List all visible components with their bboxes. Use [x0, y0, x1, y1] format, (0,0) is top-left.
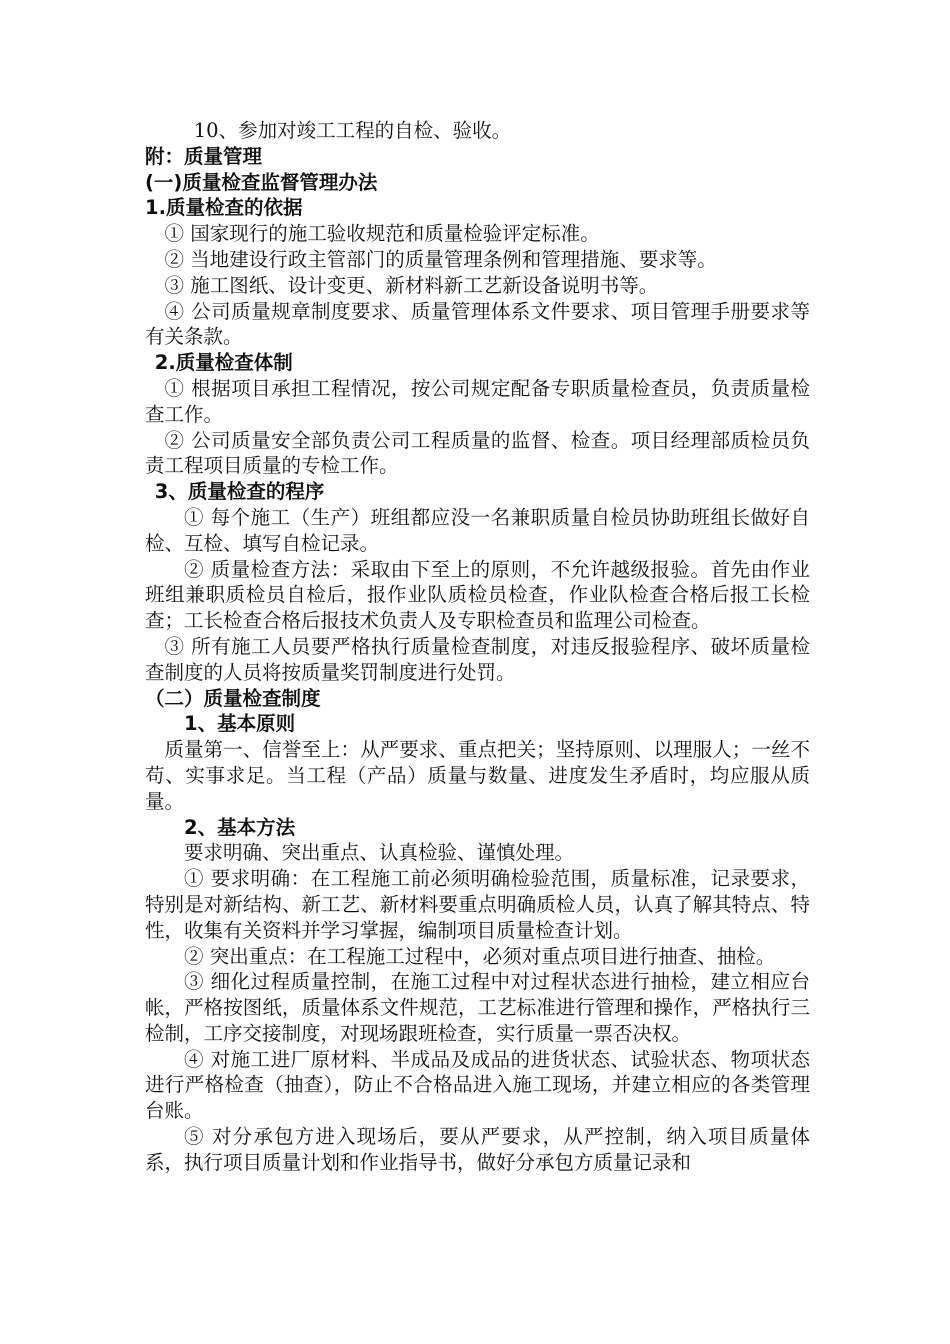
subsection-2-heading: 2.质量检查体制 — [154, 351, 293, 375]
method-summary: 要求明确、突出重点、认真检验、谨慎处理。 — [184, 841, 575, 865]
section-1-heading: (一)质量检查监督管理办法 — [145, 170, 378, 194]
method-item-1: ① 要求明确：在工程施工前必须明确检验范围，质量标准，记录要求，特别是对新结构、新工艺、新材料要重点明确质检人员，认真了解其特点、特性，收集有关资料并学习掌握，编制项目质量检查计划。 — [145, 867, 810, 942]
item-10-line: 10、参加对竣工工程的自检、验收。 — [193, 119, 512, 142]
section-2-heading: （二）质量检查制度 — [145, 686, 321, 710]
method-item-2: ② 突出重点：在工程施工过程中，必须对重点项目进行抽查、抽检。 — [184, 944, 776, 968]
method-heading: 2、基本方法 — [184, 815, 296, 839]
procedure-item-3: ③ 所有施工人员要严格执行质量检查制度，对违反报验程序、破坏质量检查制度的人员将按质量奖罚制度进行处罚。 — [145, 634, 810, 684]
basis-item-2: ② 当地建设行政主管部门的质量管理条例和管理措施、要求等。 — [164, 247, 717, 271]
subsection-1-heading: 1.质量检查的依据 — [145, 196, 303, 220]
appendix-heading: 附：质量管理 — [145, 144, 263, 168]
basis-item-4: ④ 公司质量规章制度要求、质量管理体系文件要求、项目管理手册要求等有关条款。 — [145, 299, 810, 349]
document-page — [145, 118, 810, 1176]
method-item-5: ⑤ 对分承包方进入现场后，要从严要求，从严控制，纳入项目质量体系，执行项目质量计划和作业指导书，做好分承包方质量记录和 — [145, 1125, 810, 1174]
principle-heading: 1、基本原则 — [184, 712, 296, 736]
procedure-item-2: ② 质量检查方法：采取由下至上的原则，不允许越级报验。首先由作业班组兼职质检员自检后，报作业队质检员检查，作业队检查合格后报工长检查；工长检查合格后报技术负责人及专职检查员和监理公司检查。 — [145, 557, 810, 633]
method-item-3: ③ 细化过程质量控制，在施工过程中对过程状态进行抽检，建立相应台帐，严格按图纸，质量体系文件规范，工艺标准进行管理和操作，严格执行三检制，工序交接制度，对现场跟班检查，实行质量一票否决权。 — [145, 970, 810, 1045]
system-item-1: ① 根据项目承担工程情况，按公司规定配备专职质量检查员，负责质量检查工作。 — [145, 376, 810, 426]
method-item-4: ④ 对施工进厂原材料、半成品及成品的进货状态、试验状态、物项状态进行严格检查（抽查），防止不合格品进入施工现场，并建立相应的各类管理台账。 — [145, 1047, 810, 1123]
basis-item-3: ③ 施工图纸、设计变更、新材料新工艺新设备说明书等。 — [164, 273, 659, 297]
subsection-3-heading: 3、质量检查的程序 — [154, 480, 325, 504]
basis-item-1: ① 国家现行的施工验收规范和质量检验评定标准。 — [164, 222, 600, 246]
principle-text: 质量第一、信誉至上：从严要求、重点把关；坚持原则、以理服人；一丝不苟、实事求足。当工程（产品）质量与数量、进度发生矛盾时，均应服从质量。 — [145, 738, 810, 813]
system-item-2: ② 公司质量安全部负责公司工程质量的监督、检查。项目经理部质检员负责工程项目质量的专检工作。 — [145, 428, 810, 478]
procedure-item-1: ① 每个施工（生产）班组都应没一名兼职质量自检员协助班组长做好自检、互检、填写自检记录。 — [145, 505, 810, 555]
